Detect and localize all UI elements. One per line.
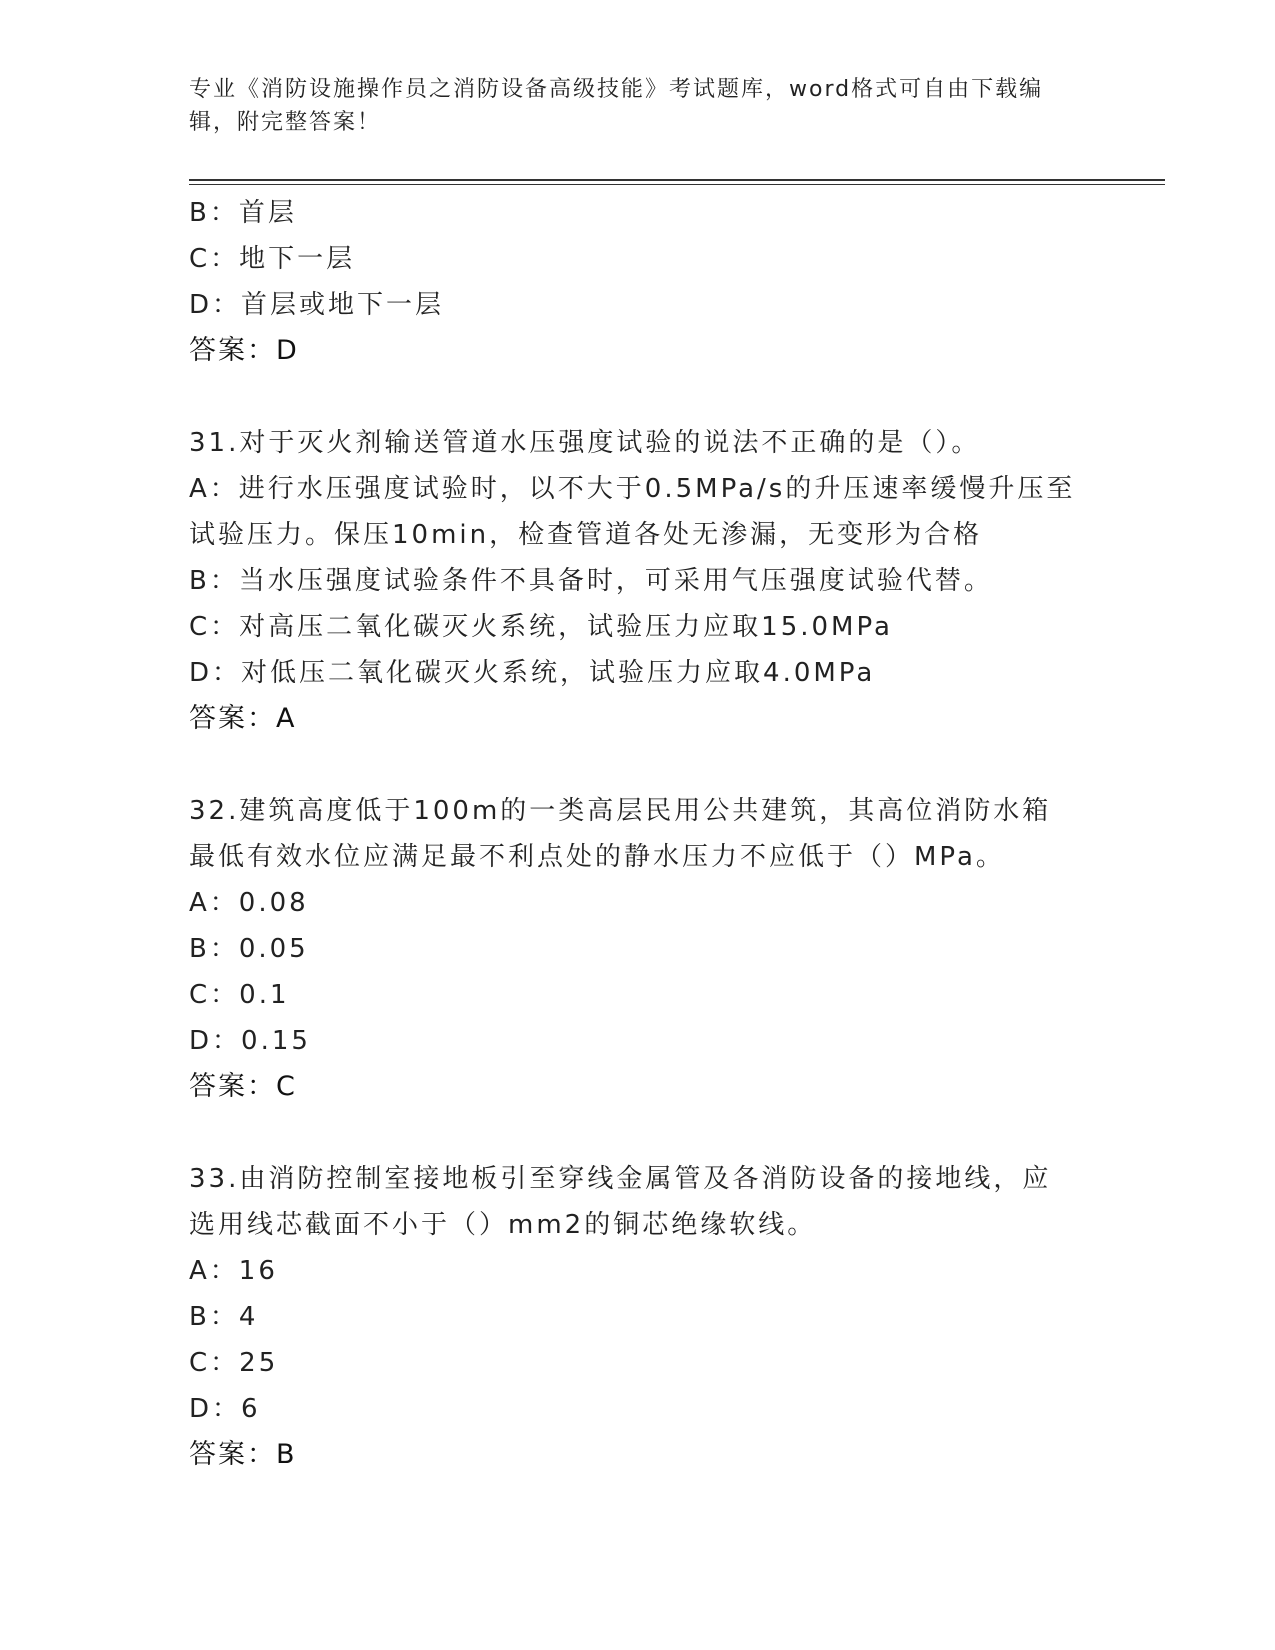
- option-b: B：4: [189, 1302, 259, 1332]
- question-stem: 33.由消防控制室接地板引至穿线金属管及各消防设备的接地线，应选用线芯截面不小于（）mm2的铜芯绝缘软线。: [189, 1164, 1052, 1240]
- option-c: C：0.1: [189, 980, 290, 1010]
- spacer: [189, 1110, 1089, 1156]
- option-d: D：6: [189, 1394, 261, 1424]
- option-d: D：对低压二氧化碳灭火系统，试验压力应取4.0MPa: [189, 658, 876, 688]
- option-d: D：0.15: [189, 1026, 311, 1056]
- option-b: B：0.05: [189, 934, 309, 964]
- answer-line: 答案：C: [189, 1071, 297, 1102]
- option-a: A：16: [189, 1256, 278, 1286]
- answer-line: 答案：B: [189, 1439, 297, 1470]
- answer-line: 答案：A: [189, 703, 297, 734]
- option-b: B：当水压强度试验条件不具备时，可采用气压强度试验代替。: [189, 566, 993, 596]
- option-a: A：0.08: [189, 888, 309, 918]
- question-stem: 31.对于灭火剂输送管道水压强度试验的说法不正确的是（）。: [189, 428, 981, 458]
- previous-question-tail: [189, 190, 1089, 374]
- question-stem: 32.建筑高度低于100m的一类高层民用公共建筑，其高位消防水箱最低有效水位应满足最不利点处的静水压力不应低于（）MPa。: [189, 796, 1052, 872]
- question-33: [189, 1156, 1089, 1478]
- spacer: [189, 742, 1089, 788]
- header-rule-thick: [189, 179, 1165, 181]
- option-b: B：首层: [189, 198, 297, 228]
- header-rule-thin: [189, 184, 1165, 185]
- spacer: [189, 374, 1089, 420]
- option-c: C：对高压二氧化碳灭火系统，试验压力应取15.0MPa: [189, 612, 893, 642]
- question-31: [189, 420, 1089, 742]
- question-content: [189, 190, 1089, 1478]
- option-d: D：首层或地下一层: [189, 290, 445, 320]
- option-c: C：25: [189, 1348, 279, 1378]
- question-32: [189, 788, 1089, 1110]
- option-c: C：地下一层: [189, 244, 356, 274]
- answer-line: 答案：D: [189, 335, 299, 366]
- document-header: 专业《消防设施操作员之消防设备高级技能》考试题库，word格式可自由下载编辑，附完整答案！: [189, 77, 1044, 135]
- option-a: A：进行水压强度试验时，以不大于0.5MPa/s的升压速率缓慢升压至试验压力。保压10min，检查管道各处无渗漏，无变形为合格: [189, 474, 1076, 550]
